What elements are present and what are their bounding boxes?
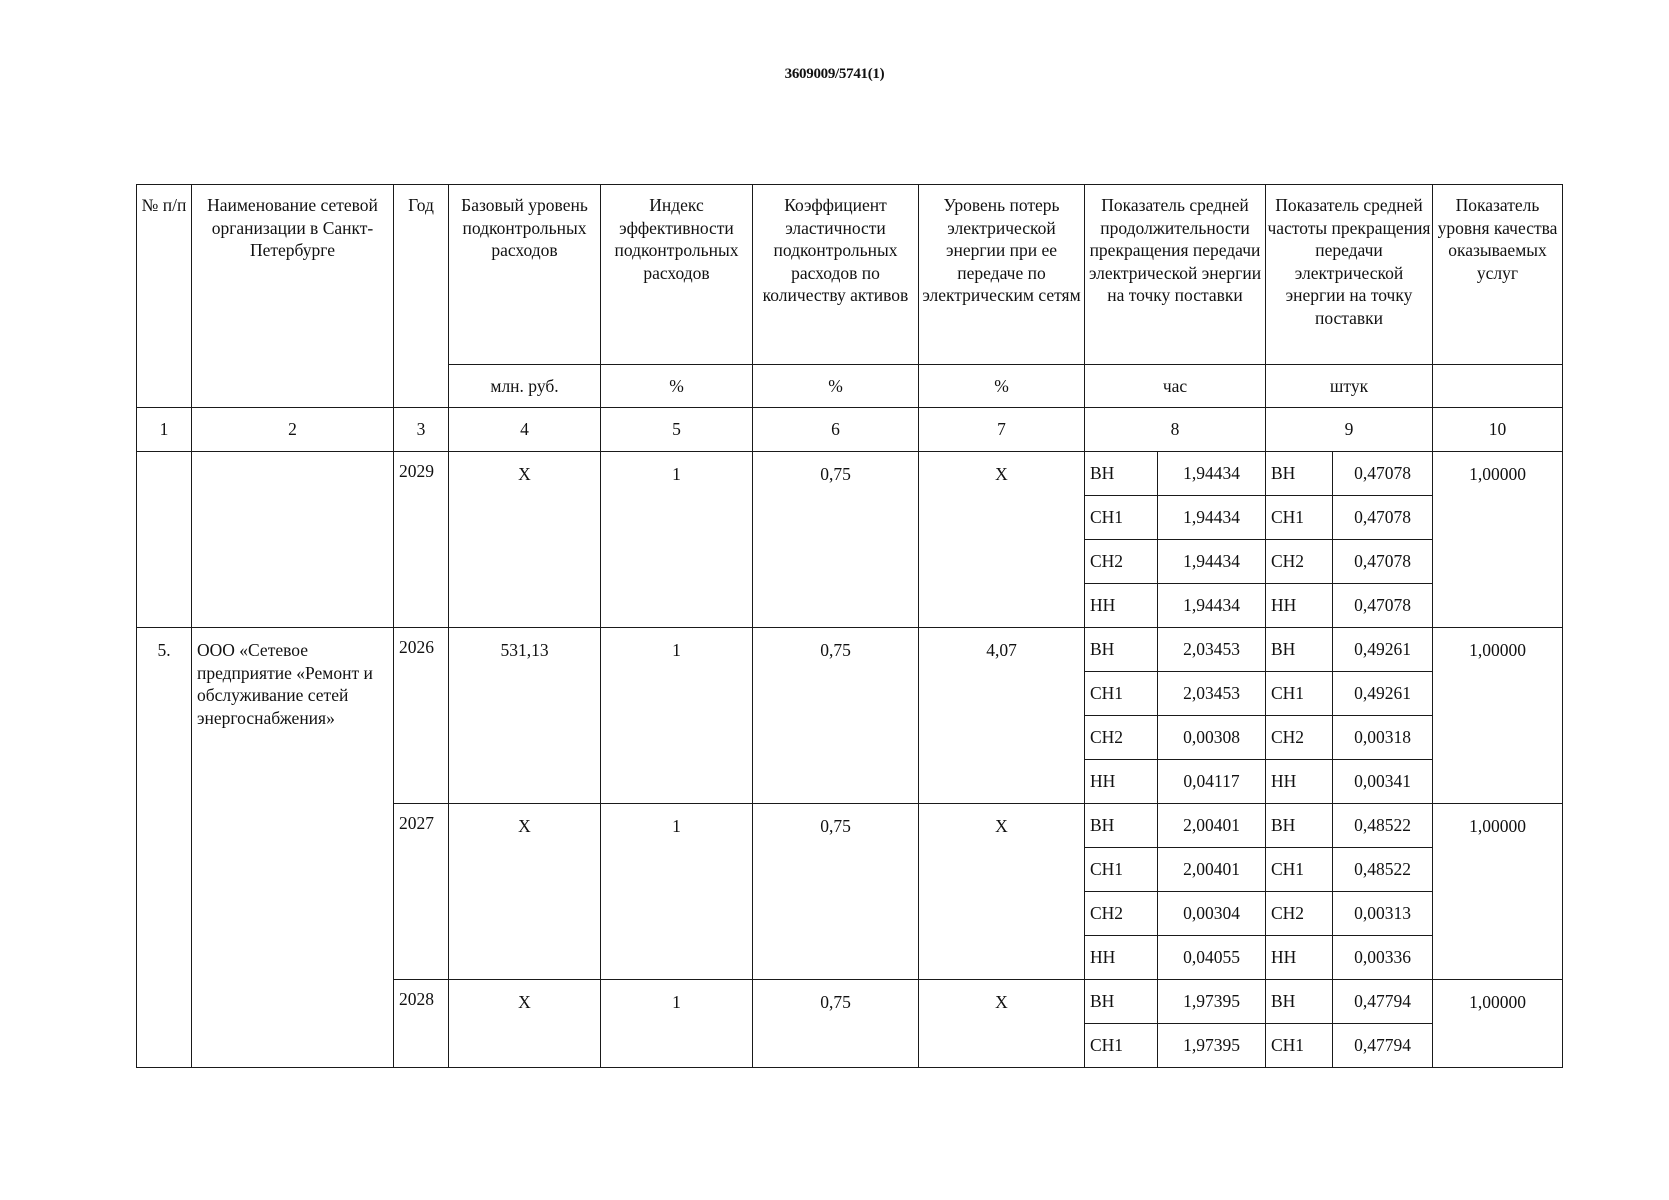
row-number-cell: [137, 452, 192, 628]
frequency-value-cell: 0,47794: [1333, 980, 1433, 1024]
voltage-level-cell: СН1: [1085, 1024, 1158, 1068]
voltage-level-cell: НН: [1266, 936, 1333, 980]
column-number: 9: [1266, 408, 1433, 452]
efficiency-index-cell: 1: [601, 628, 753, 804]
elasticity-cell: 0,75: [753, 628, 919, 804]
column-number: 2: [192, 408, 394, 452]
header-quality: Показатель уровня качества оказываемых услуг: [1433, 185, 1563, 365]
header-year: Год: [394, 185, 449, 408]
frequency-value-cell: 0,49261: [1333, 672, 1433, 716]
elasticity-cell: 0,75: [753, 804, 919, 980]
unit-losses: %: [919, 365, 1085, 408]
duration-value-cell: 1,97395: [1158, 980, 1266, 1024]
voltage-level-cell: СН2: [1085, 892, 1158, 936]
voltage-level-cell: НН: [1085, 936, 1158, 980]
year-cell: 2027: [394, 804, 449, 980]
header-base-level: Базовый уровень подконтрольных расходов: [449, 185, 601, 365]
duration-value-cell: 2,00401: [1158, 848, 1266, 892]
year-cell: 2029: [394, 452, 449, 628]
frequency-value-cell: 0,48522: [1333, 804, 1433, 848]
voltage-level-cell: СН1: [1085, 672, 1158, 716]
header-frequency: Показатель средней частоты прекращения передачи электрической энергии на точку поставки: [1266, 185, 1433, 365]
frequency-value-cell: 0,47078: [1333, 496, 1433, 540]
elasticity-cell: 0,75: [753, 980, 919, 1068]
frequency-value-cell: 0,48522: [1333, 848, 1433, 892]
base-level-cell: X: [449, 452, 601, 628]
unit-efficiency-index: %: [601, 365, 753, 408]
column-numbers-row: [137, 408, 1563, 452]
voltage-level-cell: СН1: [1266, 1024, 1333, 1068]
frequency-value-cell: 0,47794: [1333, 1024, 1433, 1068]
duration-value-cell: 0,04117: [1158, 760, 1266, 804]
voltage-level-cell: НН: [1085, 584, 1158, 628]
duration-value-cell: 2,03453: [1158, 672, 1266, 716]
losses-cell: X: [919, 980, 1085, 1068]
voltage-level-cell: ВН: [1266, 628, 1333, 672]
base-level-cell: 531,13: [449, 628, 601, 804]
voltage-level-cell: ВН: [1085, 804, 1158, 848]
table-row: [137, 628, 1563, 672]
frequency-value-cell: 0,00318: [1333, 716, 1433, 760]
duration-value-cell: 1,94434: [1158, 452, 1266, 496]
duration-value-cell: 0,04055: [1158, 936, 1266, 980]
voltage-level-cell: ВН: [1085, 980, 1158, 1024]
efficiency-index-cell: 1: [601, 980, 753, 1068]
column-number: 7: [919, 408, 1085, 452]
quality-cell: 1,00000: [1433, 980, 1563, 1068]
duration-value-cell: 1,94434: [1158, 584, 1266, 628]
voltage-level-cell: СН2: [1085, 540, 1158, 584]
voltage-level-cell: СН2: [1266, 540, 1333, 584]
voltage-level-cell: ВН: [1266, 804, 1333, 848]
duration-value-cell: 2,03453: [1158, 628, 1266, 672]
header-elasticity: Коэффициент эластичности подконтрольных расходов по количеству активов: [753, 185, 919, 365]
voltage-level-cell: СН2: [1266, 716, 1333, 760]
duration-value-cell: 0,00308: [1158, 716, 1266, 760]
voltage-level-cell: НН: [1085, 760, 1158, 804]
duration-value-cell: 1,94434: [1158, 496, 1266, 540]
frequency-value-cell: 0,49261: [1333, 628, 1433, 672]
row-number-cell: 5.: [137, 628, 192, 1068]
duration-value-cell: 2,00401: [1158, 804, 1266, 848]
unit-quality: [1433, 365, 1563, 408]
tariff-table: [136, 184, 1563, 1068]
year-cell: 2028: [394, 980, 449, 1068]
header-number: № п/п: [137, 185, 192, 408]
org-name-cell: [192, 452, 394, 628]
elasticity-cell: 0,75: [753, 452, 919, 628]
duration-value-cell: 1,94434: [1158, 540, 1266, 584]
column-number: 1: [137, 408, 192, 452]
frequency-value-cell: 0,47078: [1333, 584, 1433, 628]
duration-value-cell: 1,97395: [1158, 1024, 1266, 1068]
voltage-level-cell: СН1: [1085, 496, 1158, 540]
voltage-level-cell: СН1: [1085, 848, 1158, 892]
efficiency-index-cell: 1: [601, 452, 753, 628]
column-number: 8: [1085, 408, 1266, 452]
voltage-level-cell: ВН: [1085, 452, 1158, 496]
header-losses: Уровень потерь электрической энергии при ее передаче по электрическим сетям: [919, 185, 1085, 365]
voltage-level-cell: СН2: [1085, 716, 1158, 760]
frequency-value-cell: 0,00336: [1333, 936, 1433, 980]
duration-value-cell: 0,00304: [1158, 892, 1266, 936]
voltage-level-cell: НН: [1266, 584, 1333, 628]
document-number: 3609009/5741(1): [784, 66, 885, 82]
voltage-level-cell: ВН: [1266, 452, 1333, 496]
quality-cell: 1,00000: [1433, 804, 1563, 980]
voltage-level-cell: НН: [1266, 760, 1333, 804]
table-row: [137, 452, 1563, 496]
column-number: 10: [1433, 408, 1563, 452]
losses-cell: X: [919, 452, 1085, 628]
header-duration: Показатель средней продолжительности прекращения передачи электрической энергии на точку поставки: [1085, 185, 1266, 365]
losses-cell: X: [919, 804, 1085, 980]
base-level-cell: X: [449, 980, 601, 1068]
unit-duration: час: [1085, 365, 1266, 408]
voltage-level-cell: СН2: [1266, 892, 1333, 936]
org-name-cell: ООО «Сетевое предприятие «Ремонт и обслуживание сетей энергоснабжения»: [192, 628, 394, 1068]
voltage-level-cell: ВН: [1085, 628, 1158, 672]
quality-cell: 1,00000: [1433, 452, 1563, 628]
base-level-cell: X: [449, 804, 601, 980]
column-number: 5: [601, 408, 753, 452]
efficiency-index-cell: 1: [601, 804, 753, 980]
frequency-value-cell: 0,47078: [1333, 540, 1433, 584]
column-number: 4: [449, 408, 601, 452]
frequency-value-cell: 0,00313: [1333, 892, 1433, 936]
losses-cell: 4,07: [919, 628, 1085, 804]
unit-base-level: млн. руб.: [449, 365, 601, 408]
header-row: [137, 185, 1563, 365]
header-efficiency-index: Индекс эффективности подконтрольных расходов: [601, 185, 753, 365]
voltage-level-cell: СН1: [1266, 848, 1333, 892]
header-org-name: Наименование сетевой организации в Санкт-Петербурге: [192, 185, 394, 408]
column-number: 3: [394, 408, 449, 452]
column-number: 6: [753, 408, 919, 452]
quality-cell: 1,00000: [1433, 628, 1563, 804]
unit-elasticity: %: [753, 365, 919, 408]
voltage-level-cell: СН1: [1266, 496, 1333, 540]
frequency-value-cell: 0,47078: [1333, 452, 1433, 496]
voltage-level-cell: СН1: [1266, 672, 1333, 716]
year-cell: 2026: [394, 628, 449, 804]
unit-frequency: штук: [1266, 365, 1433, 408]
frequency-value-cell: 0,00341: [1333, 760, 1433, 804]
voltage-level-cell: ВН: [1266, 980, 1333, 1024]
